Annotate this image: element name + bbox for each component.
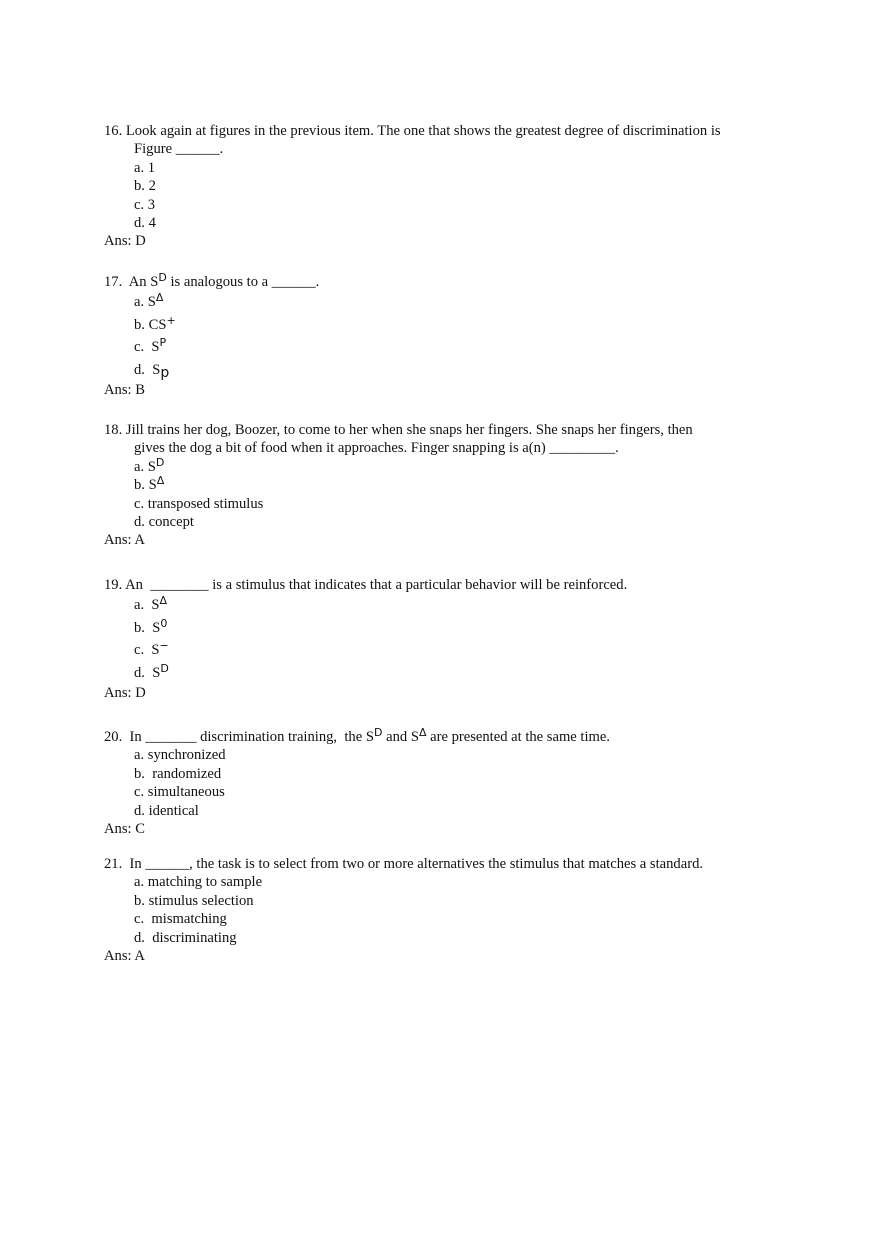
option-text: b. S [134,477,157,494]
answer-option [104,196,794,214]
option-text: a. matching to sample [134,874,263,891]
stem-text: 21. In ______, the task is to select from two or more alternatives the stimulus that matches a standard. [104,856,704,872]
answer-key: Ans: A [104,532,145,549]
question-20 [104,728,794,838]
answer-option [104,314,794,337]
answer-option [104,929,794,947]
sup-script: − [159,639,169,653]
answer-option [104,159,794,177]
question-21 [104,855,794,965]
option-text: c. S [134,642,160,659]
question-16 [104,122,794,251]
option-text: b. stimulus selection [134,892,254,909]
option-text: b. CS [134,316,167,333]
answer-option [104,455,794,476]
stem-text: Figure ______. [134,141,224,158]
stem-text: 16. Look again at figures in the previous item. The one that shows the greatest degree of discrimination is [104,123,721,139]
sup-script: D [158,271,167,284]
question-stem [104,122,794,140]
answer-option [104,495,794,513]
stem-text: gives the dog a bit of food when it approaches. Finger snapping is a(n) _________. [134,440,619,457]
answer-option [104,873,794,891]
answer-key: Ans: A [104,948,145,965]
option-text: c. mismatching [134,911,227,928]
sup-script: Δ [418,726,427,739]
sup-script: D [155,455,165,469]
answer-key: Ans: D [104,233,146,250]
option-text: a. 1 [134,159,156,176]
stem-text: 20. In _______ discrimination training, the S [104,729,374,745]
answer-option [104,892,794,910]
option-text: d. identical [134,802,199,819]
option-text: b. 2 [134,178,156,195]
answer-option [104,214,794,232]
answer-option [104,291,794,314]
option-text: c. transposed stimulus [134,495,264,512]
stem-text: are presented at the same time. [426,729,611,745]
answer-option [104,594,794,617]
question-17 [104,273,794,400]
option-text: c. 3 [134,196,156,213]
sup-script: D [373,726,383,739]
question-stem [104,728,794,746]
sup-script: Δ [155,291,164,305]
answer-option [104,639,794,662]
answer-option [104,513,794,531]
option-text: d. concept [134,514,194,531]
stem-text: is analogous to a ______. [166,274,320,290]
answer-option [104,765,794,783]
answer-key: Ans: D [104,685,146,702]
option-text: d. S [134,664,161,681]
sup-script: P [159,336,167,350]
sup-script: Δ [159,594,168,608]
option-text: d. S [134,361,161,378]
question-18 [104,421,794,550]
answer-option [104,336,794,359]
question-stem [104,855,794,873]
answer-key: Ans: B [104,382,145,399]
answer-option [104,476,794,494]
option-text: d. discriminating [134,929,237,946]
option-text: a. synchronized [134,747,226,764]
question-stem [104,576,794,594]
option-text: a. S [134,294,156,311]
stem-text: 18. Jill trains her dog, Boozer, to come to her when she snaps her fingers. She snaps her fingers, then [104,422,693,438]
stem-text: 17. An S [104,274,159,290]
option-text: c. simultaneous [134,784,225,801]
option-text: a. S [134,597,160,614]
question-19 [104,576,794,703]
answer-option [104,783,794,801]
sup-script: D [160,661,169,675]
answer-option [104,910,794,928]
sup-script: Δ [156,474,165,488]
answer-option [104,662,794,685]
option-text: c. S [134,339,160,356]
stem-text: 19. An ________ is a stimulus that indicates that a particular behavior will be reinforced. [104,577,628,593]
answer-option [104,617,794,640]
answer-key: Ans: C [104,821,145,838]
option-text: b. S [134,619,161,636]
question-stem [104,273,794,291]
option-text: b. randomized [134,765,222,782]
answer-option [104,746,794,764]
question-stem [104,439,794,457]
sub-script: p [160,364,170,381]
question-stem [104,140,794,158]
option-text: d. 4 [134,215,156,232]
answer-option [104,359,794,382]
answer-option [104,177,794,195]
question-stem [104,421,794,439]
answer-option [104,802,794,820]
sup-script: 0 [160,616,168,630]
sup-script: + [166,313,176,327]
option-text: a. S [134,458,156,475]
stem-text: and S [382,729,419,745]
